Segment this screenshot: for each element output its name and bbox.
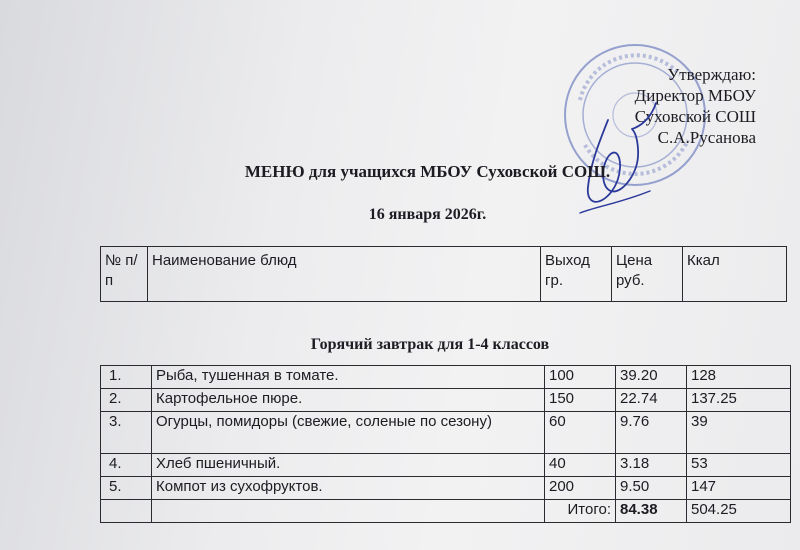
item-kcal: 147	[687, 477, 791, 500]
table-row	[101, 454, 791, 477]
item-weight: 60	[545, 412, 616, 454]
menu-date: 16 января 2026г.	[368, 206, 487, 223]
item-name: Рыба, тушенная в томате.	[152, 366, 545, 389]
total-price: 84.38	[616, 500, 687, 523]
item-name: Компот из сухофруктов.	[152, 477, 545, 500]
table-row	[101, 412, 791, 454]
approval-school: Суховской СОШ	[634, 107, 756, 126]
total-kcal: 504.25	[687, 500, 791, 523]
item-price: 9.76	[616, 412, 687, 454]
item-weight: 40	[545, 454, 616, 477]
approval-heading: Утверждаю:	[667, 65, 756, 84]
table-row	[101, 366, 791, 389]
item-price: 9.50	[616, 477, 687, 500]
approval-position: Директор МБОУ	[634, 86, 756, 105]
item-num: 2.	[101, 389, 152, 412]
header-name: Наименование блюд	[148, 247, 541, 302]
item-price: 3.18	[616, 454, 687, 477]
item-kcal: 137.25	[687, 389, 791, 412]
item-kcal: 39	[687, 412, 791, 454]
header-table	[100, 246, 787, 302]
item-num: 1.	[101, 366, 152, 389]
total-empty-cell	[101, 500, 152, 523]
item-price: 39.20	[616, 366, 687, 389]
header-price: Цена руб.	[612, 247, 683, 302]
menu-table	[100, 365, 791, 523]
item-price: 22.74	[616, 389, 687, 412]
table-row	[101, 389, 791, 412]
item-num: 4.	[101, 454, 152, 477]
approval-name: С.А.Русанова	[657, 128, 756, 147]
section-title: Горячий завтрак для 1-4 классов	[310, 336, 550, 353]
item-weight: 150	[545, 389, 616, 412]
table-row	[101, 477, 791, 500]
header-weight: Выход гр.	[541, 247, 612, 302]
approval-block	[635, 64, 756, 148]
menu-title: МЕНЮ для учащихся МБОУ Суховской СОШ.	[244, 162, 611, 181]
total-label: Итого:	[545, 500, 616, 523]
item-name: Картофельное пюре.	[152, 389, 545, 412]
header-num: № п/п	[101, 247, 148, 302]
item-weight: 200	[545, 477, 616, 500]
header-row	[101, 247, 787, 302]
item-kcal: 128	[687, 366, 791, 389]
item-weight: 100	[545, 366, 616, 389]
total-row	[101, 500, 791, 523]
item-kcal: 53	[687, 454, 791, 477]
item-name: Огурцы, помидоры (свежие, соленые по сезону)	[152, 412, 545, 454]
total-empty-cell	[152, 500, 545, 523]
item-num: 5.	[101, 477, 152, 500]
item-name: Хлеб пшеничный.	[152, 454, 545, 477]
item-num: 3.	[101, 412, 152, 454]
header-kcal: Ккал	[683, 247, 787, 302]
